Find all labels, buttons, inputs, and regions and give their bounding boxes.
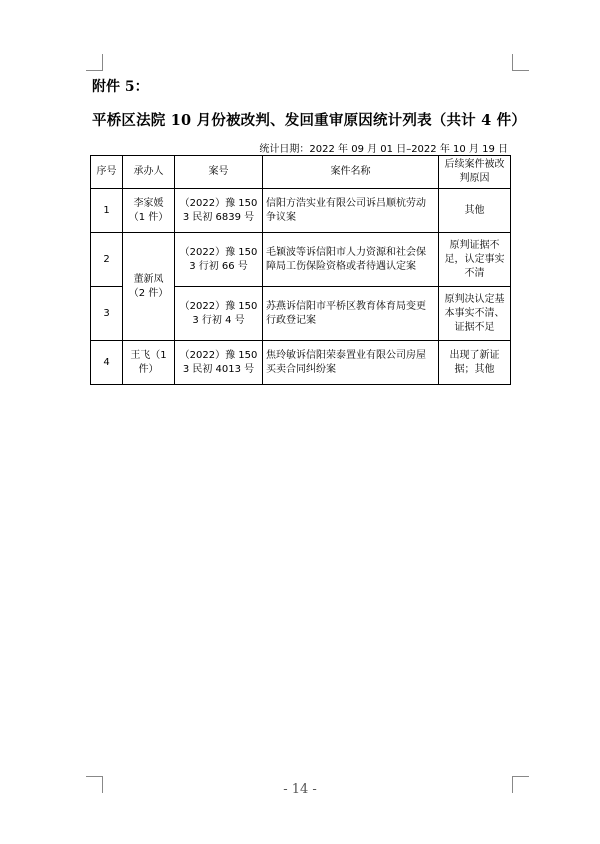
row-case-name: 焦玲敏诉信阳荣泰置业有限公司房屋买卖合同纠纷案	[263, 341, 439, 385]
row-judge: 董新凤（2 件）	[123, 233, 175, 341]
row-reason: 其他	[439, 189, 511, 233]
row-judge: 王飞（1 件）	[123, 341, 175, 385]
header-case-name: 案件名称	[263, 156, 439, 189]
row-index: 2	[91, 233, 123, 287]
row-case-name: 信阳方浩实业有限公司诉吕顺杭劳动争议案	[263, 189, 439, 233]
page-title: 平桥区法院 10 月份被改判、发回重审原因统计列表（共计 4 件）	[92, 112, 527, 129]
row-index: 3	[91, 287, 123, 341]
header-index: 序号	[91, 156, 123, 189]
row-index: 4	[91, 341, 123, 385]
page-number: - 14 -	[283, 782, 317, 797]
row-case-number: （2022）豫 1503 民初 4013 号	[175, 341, 263, 385]
corner-mark-top-right	[512, 54, 529, 71]
row-index: 1	[91, 189, 123, 233]
table-row	[91, 341, 511, 385]
row-judge: 李家媛（1 件）	[123, 189, 175, 233]
case-table	[90, 155, 511, 385]
row-case-number: （2022）豫 1503 民初 6839 号	[175, 189, 263, 233]
header-judge: 承办人	[123, 156, 175, 189]
statistics-period: 统计日期：2022 年 09 月 01 日–2022 年 10 月 19 日	[259, 144, 508, 155]
row-case-name: 苏燕诉信阳市平桥区教育体育局变更行政登记案	[263, 287, 439, 341]
row-reason: 原判决认定基本事实不清、证据不足	[439, 287, 511, 341]
table-row	[91, 189, 511, 233]
row-case-number: （2022）豫 1503 行初 66 号	[175, 233, 263, 287]
row-case-name: 毛颖波等诉信阳市人力资源和社会保障局工伤保险资格或者待遇认定案	[263, 233, 439, 287]
row-reason: 原判证据不足，认定事实不清	[439, 233, 511, 287]
table-row	[91, 233, 511, 287]
row-reason: 出现了新证据；其他	[439, 341, 511, 385]
header-reason: 后续案件被改判原因	[439, 156, 511, 189]
header-case-number: 案号	[175, 156, 263, 189]
corner-mark-top-left	[86, 54, 103, 71]
table-header-row	[91, 156, 511, 189]
row-case-number: （2022）豫 1503 行初 4 号	[175, 287, 263, 341]
attachment-label: 附件 5：	[92, 79, 149, 95]
